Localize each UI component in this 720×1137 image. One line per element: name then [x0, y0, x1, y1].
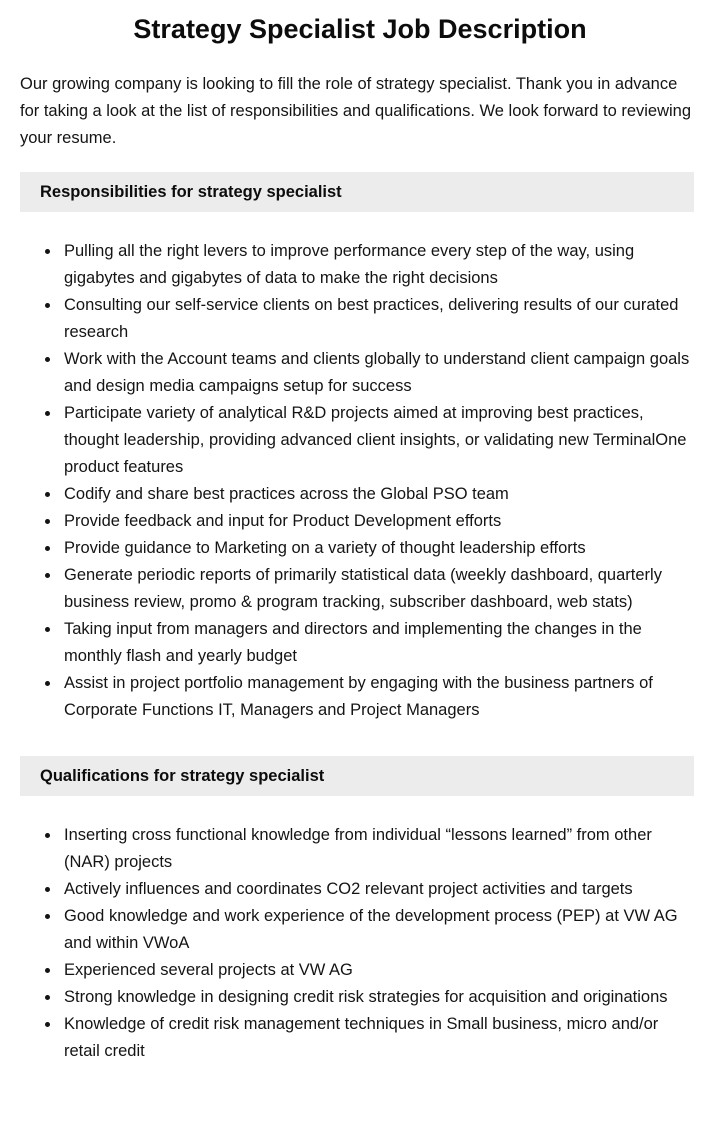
list-item: • Actively influences and coordinates CO2 relevant project activities and targets [61, 876, 694, 903]
intro-paragraph: Our growing company is looking to fill the role of strategy specialist. Thank you in advance for taking a look at the list of responsibilities and qualifications. We look forward to reviewing your resume. [20, 75, 692, 147]
list-item: • Participate variety of analytical R&D projects aimed at improving best practices, thought leadership, providing advanced client insights, or validating new TerminalOne product features [61, 400, 694, 481]
qualifications-list [20, 822, 694, 1065]
list-item: • Provide feedback and input for Product Development efforts [61, 508, 694, 535]
list-item: • Codify and share best practices across the Global PSO team [61, 481, 694, 508]
list-item: • Provide guidance to Marketing on a variety of thought leadership efforts [61, 535, 694, 562]
list-item: • Consulting our self-service clients on best practices, delivering results of our curated research [61, 292, 694, 346]
list-item: • Knowledge of credit risk management techniques in Small business, micro and/or retail credit [61, 1011, 694, 1065]
list-item: • Taking input from managers and directors and implementing the changes in the monthly flash and yearly budget [61, 616, 694, 670]
list-item: • Strong knowledge in designing credit risk strategies for acquisition and originations [61, 984, 694, 1011]
responsibilities-list [20, 238, 694, 724]
page-title: Strategy Specialist Job Description [133, 14, 587, 44]
responsibilities-heading: Responsibilities for strategy specialist [20, 172, 694, 212]
list-item: • Pulling all the right levers to improve performance every step of the way, using gigabytes and gigabytes of data to make the right decisions [61, 238, 694, 292]
list-item: • Work with the Account teams and clients globally to understand client campaign goals and design media campaigns setup for success [61, 346, 694, 400]
list-item: • Assist in project portfolio management by engaging with the business partners of Corporate Functions IT, Managers and Project Managers [61, 670, 694, 724]
list-item: • Generate periodic reports of primarily statistical data (weekly dashboard, quarterly business review, promo & program tracking, subscriber dashboard, web stats) [61, 562, 694, 616]
list-item: • Good knowledge and work experience of the development process (PEP) at VW AG and within VWoA [61, 903, 694, 957]
qualifications-heading: Qualifications for strategy specialist [20, 756, 694, 796]
list-item: • Experienced several projects at VW AG [61, 957, 694, 984]
list-item: • Inserting cross functional knowledge from individual “lessons learned” from other (NAR) projects [61, 822, 694, 876]
